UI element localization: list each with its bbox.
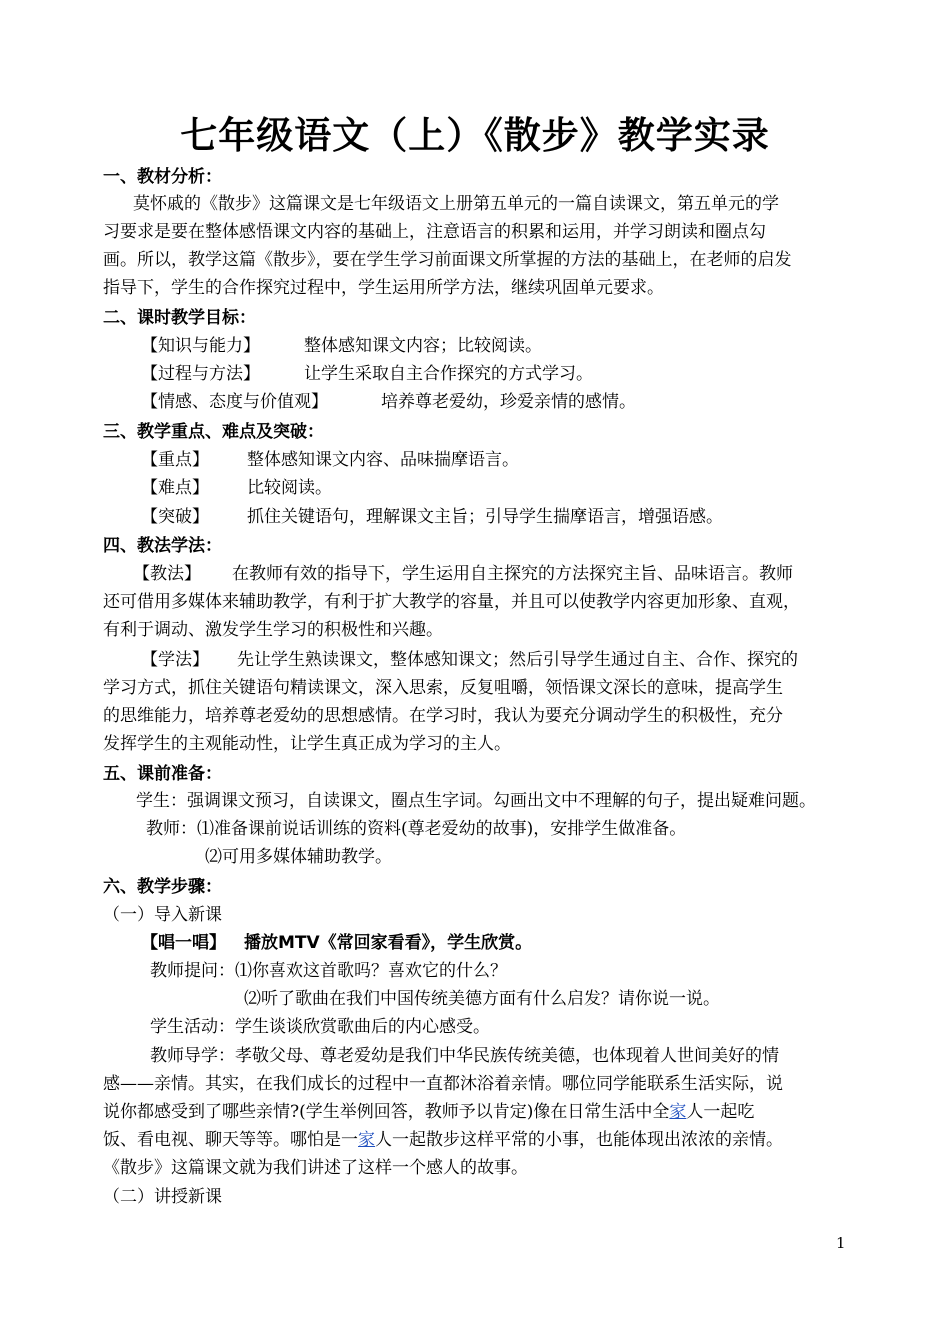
- sing-label: 【唱一唱】: [141, 933, 226, 953]
- paragraph-line: 在教师有效的指导下，学生运用自主探究的方法探究主旨、品味语言。教师: [232, 564, 793, 584]
- paragraph-line: 还可借用多媒体来辅助教学，有利于扩大教学的容量，并且可以使教学内容更加形象、直观，: [103, 592, 800, 612]
- sing-text: 播放MTV《常回家看看》，学生欣赏。: [244, 933, 533, 953]
- text-segment: 人一起散步这样平常的小事，也能体现出浓浓的亲情。: [375, 1130, 783, 1150]
- paragraph-line: [103, 1128, 783, 1152]
- paragraph-line: 有利于调动、激发学生学习的积极性和兴趣。: [103, 620, 443, 640]
- paragraph-line: [103, 1100, 754, 1124]
- page-number: 1: [836, 1234, 846, 1252]
- keypoint-text: 整体感知课文内容、品味揣摩语言。: [247, 450, 519, 470]
- paragraph-line: 《散步》这篇课文就为我们讲述了这样一个感人的故事。: [103, 1158, 528, 1178]
- document-title: 七年级语文（上）《散步》教学实录: [180, 114, 770, 157]
- paragraph-line: 画。所以，教学这篇《散步》，要在学生学习前面课文所掌握的方法的基础上，在老师的启发: [103, 250, 792, 270]
- section-heading-steps: 六、教学步骤：: [103, 877, 222, 897]
- keypoint-label: 【突破】: [141, 507, 209, 527]
- objective-text: 培养尊老爱幼，珍爱亲情的感情。: [381, 392, 636, 412]
- paragraph-line: 感——亲情。其实，在我们成长的过程中一直都沐浴着亲情。哪位同学能联系生活实际，说: [103, 1074, 783, 1094]
- prep-teacher-2: ⑵可用多媒体辅助教学。: [205, 847, 392, 867]
- subsection-lecture: （二）讲授新课: [103, 1187, 222, 1207]
- prep-teacher-1: 教师：⑴准备课前说话训练的资料(尊老爱幼的故事)，安排学生做准备。: [146, 819, 687, 839]
- text-segment: 说你都感受到了哪些亲情?(学生举例回答，教师予以肯定)像在日常生活中全: [103, 1102, 670, 1122]
- paragraph-line: 的思维能力，培养尊老爱幼的思想感情。在学习时，我认为要充分调动学生的积极性，充分: [103, 706, 783, 726]
- hyperlink-jia[interactable]: 家: [669, 1102, 687, 1122]
- paragraph-line: 指导下，学生的合作探究过程中，学生运用所学方法，继续巩固单元要求。: [103, 278, 664, 298]
- paragraph-line: 先让学生熟读课文，整体感知课文；然后引导学生通过自主、合作、探究的: [237, 650, 798, 670]
- section-heading-methods: 四、教法学法：: [103, 536, 222, 556]
- paragraph-line: 教师导学：孝敬父母、尊老爱幼是我们中华民族传统美德，也体现着人世间美好的情: [150, 1046, 779, 1066]
- keypoint-text: 抓住关键语句，理解课文主旨；引导学生揣摩语言，增强语感。: [247, 507, 723, 527]
- section-heading-keypoints: 三、教学重点、难点及突破：: [103, 422, 324, 442]
- keypoint-label: 【重点】: [141, 450, 209, 470]
- section-heading-preparation: 五、课前准备：: [103, 764, 222, 784]
- teacher-question-2: ⑵听了歌曲在我们中国传统美德方面有什么启发？请你说一说。: [244, 989, 720, 1009]
- keypoint-label: 【难点】: [141, 478, 209, 498]
- keypoint-text: 比较阅读。: [247, 478, 332, 498]
- paragraph-line: 发挥学生的主观能动性，让学生真正成为学习的主人。: [103, 734, 511, 754]
- objective-text: 让学生采取自主合作探究的方式学习。: [304, 364, 593, 384]
- text-segment: 饭、看电视、聊天等等。哪怕是一: [103, 1130, 358, 1150]
- objective-text: 整体感知课文内容；比较阅读。: [304, 336, 542, 356]
- hyperlink-jia[interactable]: 家: [358, 1130, 375, 1150]
- objective-label: 【情感、态度与价值观】: [141, 392, 328, 412]
- section-heading-analysis: 一、教材分析：: [103, 167, 222, 187]
- method-label: 【教法】: [133, 564, 201, 584]
- paragraph-line: 学习方式，抓住关键语句精读课文，深入思索，反复咀嚼，领悟课文深长的意味，提高学生: [103, 678, 783, 698]
- objective-label: 【知识与能力】: [141, 336, 260, 356]
- teacher-question-1: 教师提问：⑴你喜欢这首歌吗？喜欢它的什么？: [150, 961, 507, 981]
- paragraph-line: 习要求是要在整体感悟课文内容的基础上，注意语言的积累和运用，并学习朗读和圈点勾: [103, 222, 766, 242]
- prep-student: 学生：强调课文预习，自读课文，圈点生字词。勾画出文中不理解的句子，提出疑难问题。: [136, 791, 816, 811]
- student-activity: 学生活动：学生谈谈欣赏歌曲后的内心感受。: [150, 1017, 490, 1037]
- text-segment: 人一起吃: [686, 1102, 755, 1122]
- subsection-intro: （一）导入新课: [103, 905, 222, 925]
- paragraph-line: 莫怀戚的《散步》这篇课文是七年级语文上册第五单元的一篇自读课文，第五单元的学: [133, 194, 779, 214]
- section-heading-objectives: 二、课时教学目标：: [103, 308, 256, 328]
- method-label: 【学法】: [141, 650, 209, 670]
- objective-label: 【过程与方法】: [141, 364, 260, 384]
